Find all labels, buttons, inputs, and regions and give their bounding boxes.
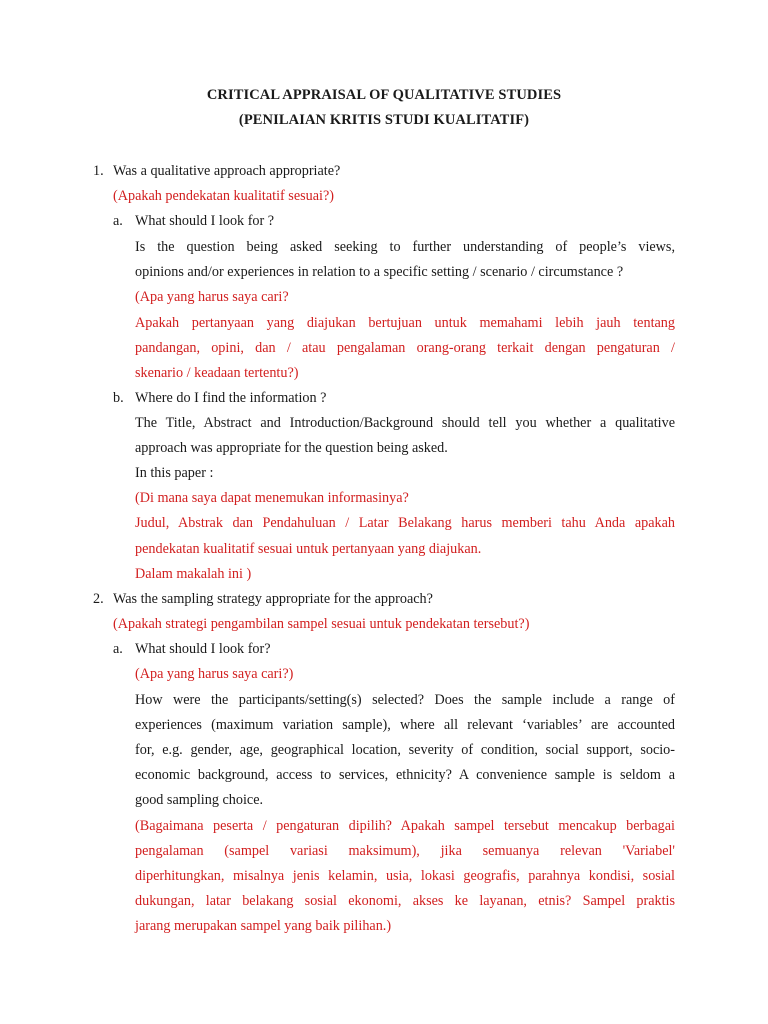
translation-line: Apakah pertanyaan yang diajukan bertujuan untuk memahami lebih jauh tentang bbox=[135, 315, 675, 331]
paragraph-line: good sampling choice. bbox=[135, 792, 264, 808]
translation-line: jarang merupakan sampel yang baik pilihan.) bbox=[135, 918, 392, 934]
paragraph-line: for, e.g. gender, age, geographical location, severity of condition, social support, socio- bbox=[135, 742, 675, 758]
item-label: Where do I find the information ? bbox=[135, 390, 327, 406]
translation-line: diperhitungkan, misalnya jenis kelamin, usia, lokasi geografis, parahnya kondisi, sosial bbox=[135, 868, 675, 884]
translation-line: (Apa yang harus saya cari? bbox=[135, 289, 289, 305]
question-text: Was the sampling strategy appropriate for the approach? bbox=[113, 591, 433, 607]
translation-line: (Di mana saya dapat menemukan informasinya? bbox=[135, 490, 409, 506]
question-text: Was a qualitative approach appropriate? bbox=[113, 163, 341, 179]
item-label-translation: (Apa yang harus saya cari?) bbox=[135, 666, 294, 682]
paragraph-line: economic background, access to services, ethnicity? A convenience sample is seldom a bbox=[135, 767, 675, 783]
translation-line: dukungan, latar belakang sosial ekonomi, akses ke layanan, etnis? Sampel praktis bbox=[135, 893, 675, 909]
paragraph-line: Is the question being asked seeking to further understanding of people’s views, bbox=[135, 239, 675, 255]
question-translation: (Apakah strategi pengambilan sampel sesuai untuk pendekatan tersebut?) bbox=[113, 616, 530, 632]
translation-line: Dalam makalah ini ) bbox=[135, 566, 252, 582]
question-translation: (Apakah pendekatan kualitatif sesuai?) bbox=[113, 188, 334, 204]
paragraph-line: opinions and/or experiences in relation to a specific setting / scenario / circumstance ? bbox=[135, 264, 624, 280]
translation-line: pendekatan kualitatif sesuai untuk pertanyaan yang diajukan. bbox=[135, 541, 482, 557]
translation-line: skenario / keadaan tertentu?) bbox=[135, 365, 299, 381]
question-number: 1. bbox=[93, 163, 104, 179]
translation-line: Judul, Abstrak dan Pendahuluan / Latar Belakang harus memberi tahu Anda apakah bbox=[135, 515, 675, 531]
translation-line: pengalaman (sampel variasi maksimum), jika semuanya relevan 'Variabel' bbox=[135, 843, 675, 859]
paragraph-line: In this paper : bbox=[135, 465, 214, 481]
item-marker: b. bbox=[113, 390, 124, 406]
paragraph-line: How were the participants/setting(s) selected? Does the sample include a range of bbox=[135, 692, 675, 708]
paragraph-line: experiences (maximum variation sample), where all relevant ‘variables’ are accounted bbox=[135, 717, 675, 733]
document-subtitle: (PENILAIAN KRITIS STUDI KUALITATIF) bbox=[238, 112, 530, 128]
question-number: 2. bbox=[93, 591, 104, 607]
item-label: What should I look for? bbox=[135, 641, 271, 657]
translation-line: (Bagaimana peserta / pengaturan dipilih? Apakah sampel tersebut mencakup berbagai bbox=[135, 818, 675, 834]
paragraph-line: The Title, Abstract and Introduction/Background should tell you whether a qualitative bbox=[135, 415, 675, 431]
item-marker: a. bbox=[113, 213, 123, 229]
item-marker: a. bbox=[113, 641, 123, 657]
document-title: CRITICAL APPRAISAL OF QUALITATIVE STUDIES bbox=[206, 87, 562, 103]
translation-line: pandangan, opini, dan / atau pengalaman orang-orang terkait dengan pengaturan / bbox=[135, 340, 675, 356]
paragraph-line: approach was appropriate for the question being asked. bbox=[135, 440, 448, 456]
item-label: What should I look for ? bbox=[135, 213, 275, 229]
